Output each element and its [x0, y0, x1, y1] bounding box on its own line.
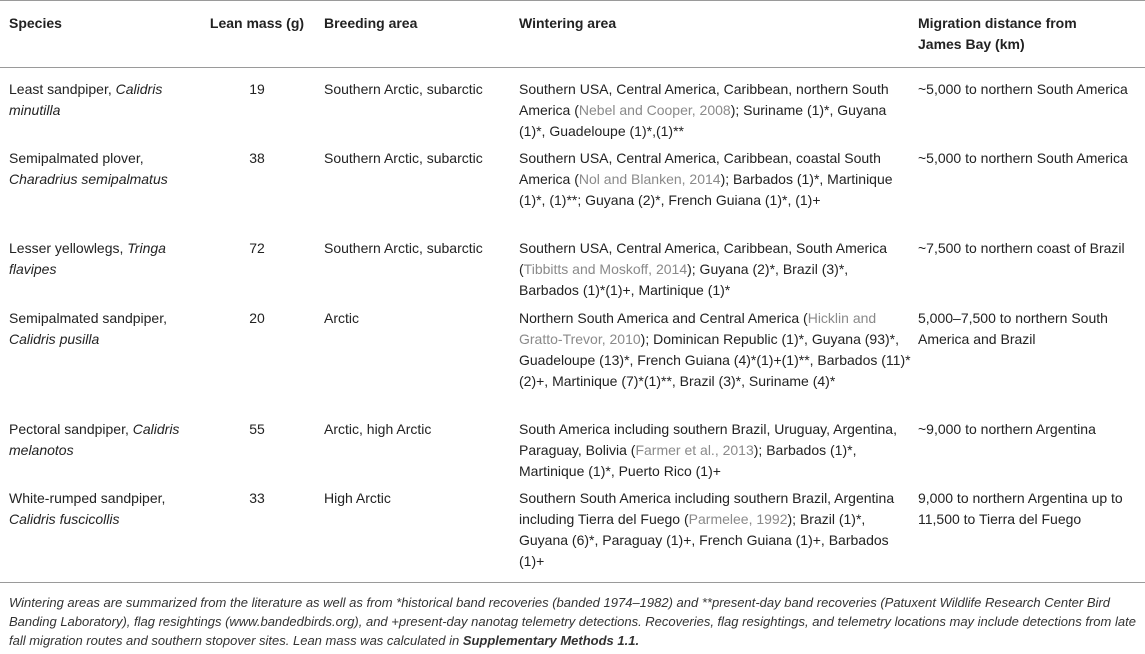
wintering-area-cell: [519, 79, 911, 142]
wintering-area-cell: [519, 419, 911, 482]
table-top-rule: [0, 0, 1145, 1]
literature-citation-link[interactable]: Nebel and Cooper, 2008: [578, 102, 731, 118]
species-latin-name: Tringa flavipes: [9, 240, 166, 277]
wintering-records: ); Barbados (1)*, Martinique (1)*, Puerto Rico (1)+: [519, 442, 857, 479]
lean-mass-cell: 55: [249, 421, 265, 437]
wintering-records: ); Suriname (1)*, Guyana (1)*, Guadeloupe (1)*,(1)**: [519, 102, 887, 139]
breeding-area-cell: Arctic, high Arctic: [324, 421, 432, 437]
breeding-area-cell: Southern Arctic, subarctic: [324, 81, 483, 97]
breeding-area-cell: Arctic: [324, 310, 359, 326]
header-migration-distance: Migration distance from James Bay (km): [918, 15, 1077, 52]
species-common-name: White-rumped sandpiper,: [9, 490, 166, 506]
supplementary-methods-link[interactable]: Supplementary Methods 1.1.: [462, 633, 640, 648]
literature-citation-link[interactable]: Farmer et al., 2013: [635, 442, 754, 458]
lean-mass-cell: 33: [249, 490, 265, 506]
species-latin-name: Calidris fuscicollis: [9, 511, 120, 527]
migration-distance-cell: ~5,000 to northern South America: [918, 81, 1128, 97]
wintering-text: Southern USA, Central America, Caribbean, South America (: [519, 240, 888, 277]
literature-citation-link[interactable]: Parmelee, 1992: [688, 511, 788, 527]
migration-distance-cell: ~7,500 to northern coast of Brazil: [918, 240, 1125, 256]
literature-citation-link[interactable]: Nol and Blanken, 2014: [578, 171, 721, 187]
table-footnote: [9, 593, 1139, 650]
species-cell: [9, 79, 194, 121]
wintering-area-cell: [519, 488, 911, 572]
species-common-name: Lesser yellowlegs,: [9, 240, 124, 256]
wintering-records: ); Brazil (1)*, Guyana (6)*, Paraguay (1)+, French Guiana (1)+, Barbados (1)+: [519, 511, 889, 569]
wintering-text: Southern USA, Central America, Caribbean, northern South America (: [519, 81, 889, 118]
species-common-name: Semipalmated plover,: [9, 150, 144, 166]
header-wintering-area: Wintering area: [519, 15, 617, 31]
lean-mass-cell: 38: [249, 150, 265, 166]
species-cell: [9, 148, 194, 190]
wintering-text: South America including southern Brazil, Uruguay, Argentina, Paraguay, Bolivia (: [519, 421, 897, 458]
species-cell: [9, 488, 194, 530]
header-rule: [0, 67, 1145, 68]
wintering-records: ); Guyana (2)*, Brazil (3)*, Barbados (1)*(1)+, Martinique (1)*: [519, 261, 849, 298]
lean-mass-cell: 19: [249, 81, 265, 97]
species-common-name: Semipalmated sandpiper,: [9, 310, 167, 326]
breeding-area-cell: Southern Arctic, subarctic: [324, 150, 483, 166]
species-latin-name: Calidris minutilla: [9, 81, 163, 118]
lean-mass-cell: 20: [249, 310, 265, 326]
wintering-text: Northern South America and Central America (: [519, 310, 808, 326]
migration-distance-cell: 9,000 to northern Argentina up to 11,500 to Tierra del Fuego: [918, 490, 1123, 527]
species-latin-name: Calidris pusilla: [9, 331, 100, 347]
species-common-name: Pectoral sandpiper,: [9, 421, 129, 437]
wintering-area-cell: [519, 148, 911, 211]
migration-distance-cell: ~9,000 to northern Argentina: [918, 421, 1096, 437]
wintering-records: ); Barbados (1)*, Martinique (1)*, (1)**; Guyana (2)*, French Guiana (1)*, (1)+: [519, 171, 893, 208]
wintering-records: ); Dominican Republic (1)*, Guyana (93)*, Guadeloupe (13)*, French Guiana (4)*(1)+(1)**, Barbados (11)*(2)+, Martinique (7)*(1)**, Brazil (3)*, Suriname (4)*: [519, 331, 911, 389]
table-bottom-rule: [0, 582, 1145, 583]
species-cell: [9, 308, 194, 350]
header-lean-mass: Lean mass (g): [209, 15, 305, 31]
wintering-area-cell: [519, 308, 911, 392]
header-breeding-area: Breeding area: [324, 15, 418, 31]
species-latin-name: Charadrius semipalmatus: [9, 171, 168, 187]
species-latin-name: Calidris melanotos: [9, 421, 180, 458]
wintering-area-cell: [519, 238, 911, 301]
wintering-text: Southern USA, Central America, Caribbean, coastal South America (: [519, 150, 881, 187]
breeding-area-cell: Southern Arctic, subarctic: [324, 240, 483, 256]
lean-mass-cell: 72: [249, 240, 265, 256]
header-species: Species: [9, 15, 62, 31]
literature-citation-link[interactable]: Hicklin and Gratto-Trevor, 2010: [519, 310, 877, 347]
species-cell: [9, 238, 194, 280]
literature-citation-link[interactable]: Tibbitts and Moskoff, 2014: [523, 261, 688, 277]
migration-distance-cell: ~5,000 to northern South America: [918, 150, 1128, 166]
species-common-name: Least sandpiper,: [9, 81, 112, 97]
breeding-area-cell: High Arctic: [324, 490, 391, 506]
species-cell: [9, 419, 194, 461]
migration-distance-cell: 5,000–7,500 to northern South America and Brazil: [918, 310, 1108, 347]
wintering-text: Southern South America including southern Brazil, Argentina including Tierra del Fuego (: [519, 490, 895, 527]
footnote-text: Wintering areas are summarized from the literature as well as from *historical band recoveries (banded 1974–1982) and **present-day band recoveries (Patuxent Wildlife Research Center Bird Banding Laboratory), flag resightings (www.bandedbirds.org), and +present-day nanotag telemetry detections. Recoveries, flag resightings, and telemetry locations may include detections from late fall migration routes and southern stopover sites. Lean mass was calculated in: [9, 595, 1136, 648]
